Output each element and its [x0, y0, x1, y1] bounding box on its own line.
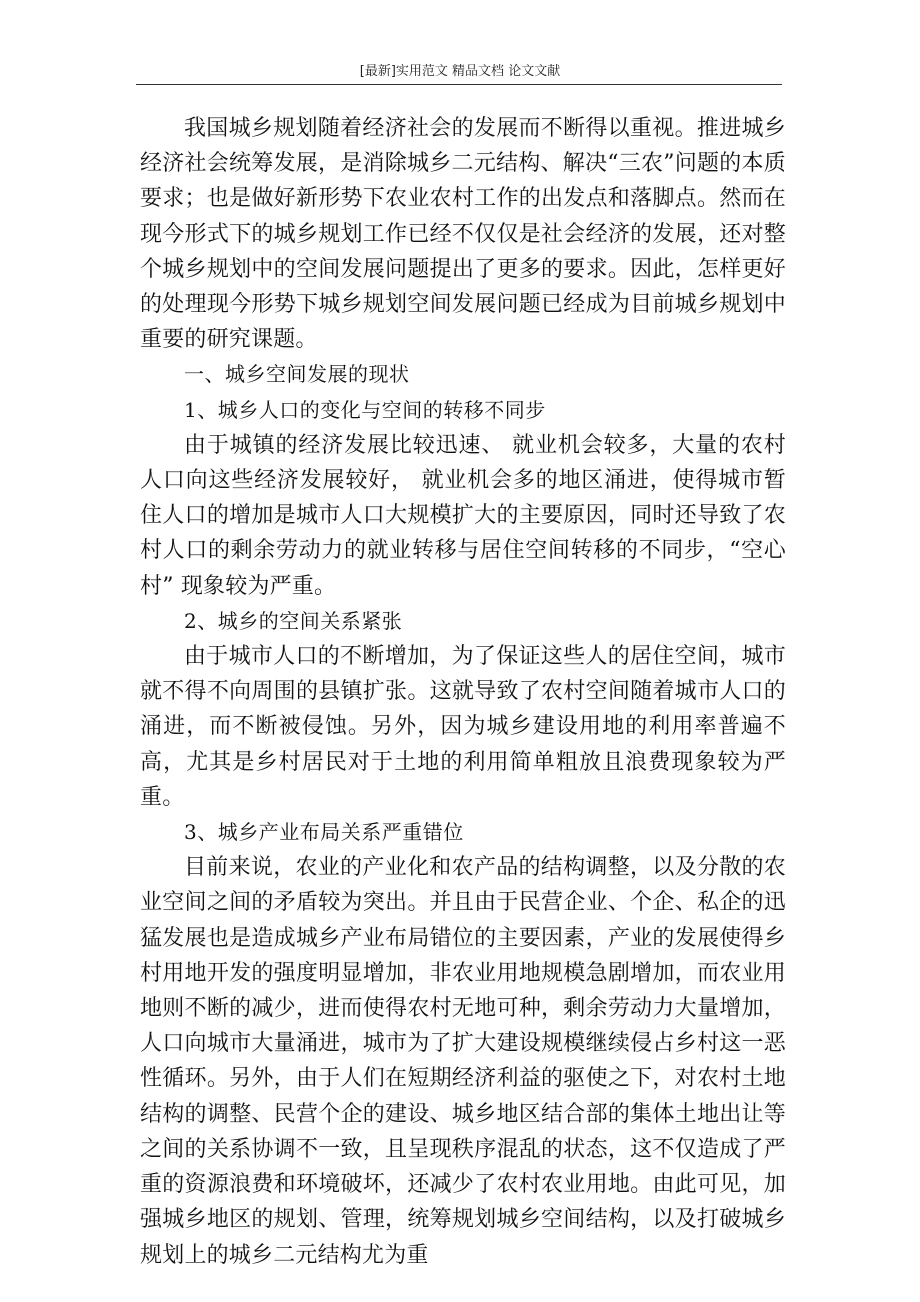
section-heading-1: 一、城乡空间发展的现状 [184, 362, 410, 387]
paragraph-population: 由于城镇的经济发展比较迅速、 就业机会较多，大量的农村人口向这些经济发展较好， 就业机会多的地区涌进，使得城市暂住人口的增加是城市人口大规模扩大的主要原因，同时还导致了农村人口的剩余劳动力的就业转移与居住空间转移的不同步，“空心村” 现象较为严重。 [140, 432, 786, 599]
intro-paragraph: 我国城乡规划随着经济社会的发展而不断得以重视。推进城乡经济社会统筹发展，是消除城乡二元结构、解决“三农”问题的本质要求；也是做好新形势下农业农村工作的出发点和落脚点。然而在现今形式下的城乡规划工作已经不仅仅是社会经济的发展，还对整个城乡规划中的空间发展问题提出了更多的要求。因此，怎样更好的处理现今形势下城乡规划空间发展问题已经成为目前城乡规划中重要的研究课题。 [140, 116, 786, 353]
paragraph-industry-layout: 目前来说，农业的产业化和农产品的结构调整，以及分散的农业空间之间的矛盾较为突出。并且由于民营企业、个企、私企的迅猛发展也是造成城乡产业布局错位的主要因素，产业的发展使得乡村用地开发的强度明显增加，非农业用地规模急剧增加，而农业用地则不断的减少，进而使得农村无地可种，剩余劳动力大量增加，人口向城市大量涌进，城市为了扩大建设规模继续侵占乡村这一恶性循环。另外，由于人们在短期经济利益的驱使之下，对农村土地结构的调整、民营个企的建设、城乡地区结合部的集体土地出让等之间的关系协调不一致，且呈现秩序混乱的状态，这不仅造成了严重的资源浪费和环境破坏，还减少了农村农业用地。由此可见，加强城乡地区的规划、管理，统筹规划城乡空间结构，以及打破城乡规划上的城乡二元结构尤为重 [140, 855, 786, 1268]
subsection-heading-2: 2、城乡的空间关系紧张 [184, 608, 403, 633]
document-body [140, 111, 786, 1273]
subsection-heading-1: 1、城乡人口的变化与空间的转移不同步 [184, 397, 546, 422]
page-header: [最新]实用范文 精品文档 论文文献 [359, 64, 561, 79]
subsection-heading-3: 3、城乡产业布局关系严重错位 [184, 820, 464, 845]
paragraph-spatial-relations: 由于城市人口的不断增加，为了保证这些人的居住空间，城市就不得不向周围的县镇扩张。这就导致了农村空间随着城市人口的涌进，而不断被侵蚀。另外，因为城乡建设用地的利用率普遍不高，尤其是乡村居民对于土地的利用简单粗放且浪费现象较为严重。 [140, 644, 786, 810]
header-divider [136, 84, 782, 85]
